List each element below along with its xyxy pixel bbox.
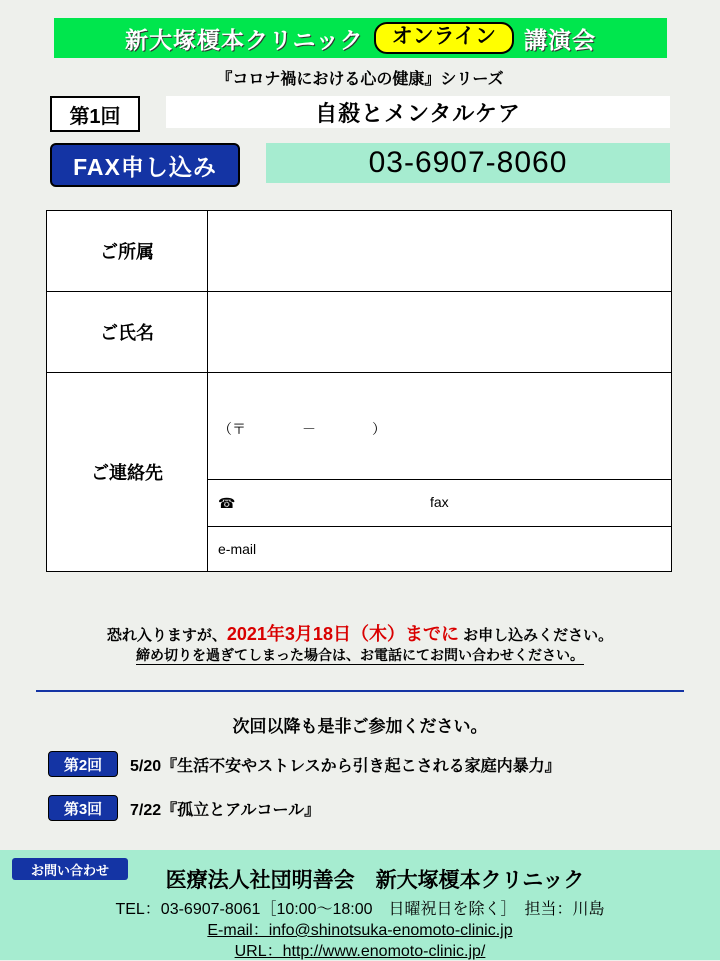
deadline-date: 2021年3月18日（木）までに (226, 624, 459, 644)
banner-online-badge: オンライン (374, 22, 514, 53)
application-form-table (46, 210, 672, 572)
footer-tel: TEL：03-6907-8061［10:00～18:00 日曜祝日を除く］ 担当：川島 (115, 901, 605, 918)
next-session-badge-3: 第3回 (48, 795, 118, 821)
telephone-icon: ☎ (218, 494, 236, 511)
banner-title-right: 講演会 (524, 26, 596, 53)
label-affiliation: ご所属 (47, 211, 208, 292)
contact-fields-cell (208, 373, 672, 572)
next-session-item-2 (48, 752, 561, 776)
session-number: 第1回 (50, 96, 140, 132)
session-title: 自殺とメンタルケア (166, 96, 670, 128)
field-address-zip[interactable]: （〒 － ） (218, 421, 386, 437)
footer-email-text[interactable]: E-mail：info@shinotsuka-enomoto-clinic.jp (207, 922, 513, 939)
session-row (50, 96, 670, 128)
label-contact: ご連絡先 (47, 373, 208, 572)
deadline-prefix: 恐れ入りますが、 (106, 627, 227, 644)
banner-title-left: 新大塚榎本クリニック (125, 26, 364, 53)
contact-tel-row (208, 480, 671, 527)
fax-number: 03-6907-8060 (266, 143, 670, 183)
fax-row (50, 143, 670, 183)
table-row-contact (47, 373, 672, 572)
label-name: ご氏名 (47, 292, 208, 373)
footer-url (0, 938, 720, 961)
clinic-name: 医療法人社団明善会 新大塚榎本クリニック (165, 869, 585, 892)
deadline-note (0, 645, 720, 665)
contact-zip-row (208, 373, 671, 480)
series-subtitle: 『コロナ禍における心の健康』シリーズ (216, 71, 504, 88)
field-affiliation[interactable] (208, 211, 672, 292)
fax-label: fax (430, 494, 449, 510)
field-name[interactable] (208, 292, 672, 373)
next-session-item-3 (48, 796, 320, 820)
footer-email (0, 917, 720, 940)
field-telephone[interactable] (208, 480, 671, 527)
next-sessions-title: 次回以降も是非ご参加ください。 (232, 717, 488, 736)
deadline-note-text: 締め切りを過ぎてしまった場合は、お電話にてお問い合わせください。 (136, 647, 584, 663)
deadline-notice (0, 620, 720, 646)
section-divider (36, 690, 684, 692)
table-row-affiliation (47, 211, 672, 292)
next-session-badge-2: 第2回 (48, 751, 118, 777)
inquiry-badge: お問い合わせ (12, 858, 128, 880)
next-session-text-3: 7/22『孤立とアルコール』 (130, 801, 321, 819)
table-row-name (47, 292, 672, 373)
contact-email-row (208, 527, 671, 572)
fax-apply-badge: FAX申し込み (50, 143, 240, 187)
contact-inner-table (208, 373, 671, 571)
header-banner (54, 18, 667, 58)
deadline-suffix: お申し込みください。 (458, 627, 614, 644)
next-session-text-2: 5/20『生活不安やストレスから引き起こされる家庭内暴力』 (130, 757, 561, 775)
footer-url-text[interactable]: URL：http://www.enomoto-clinic.jp/ (234, 943, 486, 960)
field-email[interactable]: e-mail (208, 527, 671, 572)
